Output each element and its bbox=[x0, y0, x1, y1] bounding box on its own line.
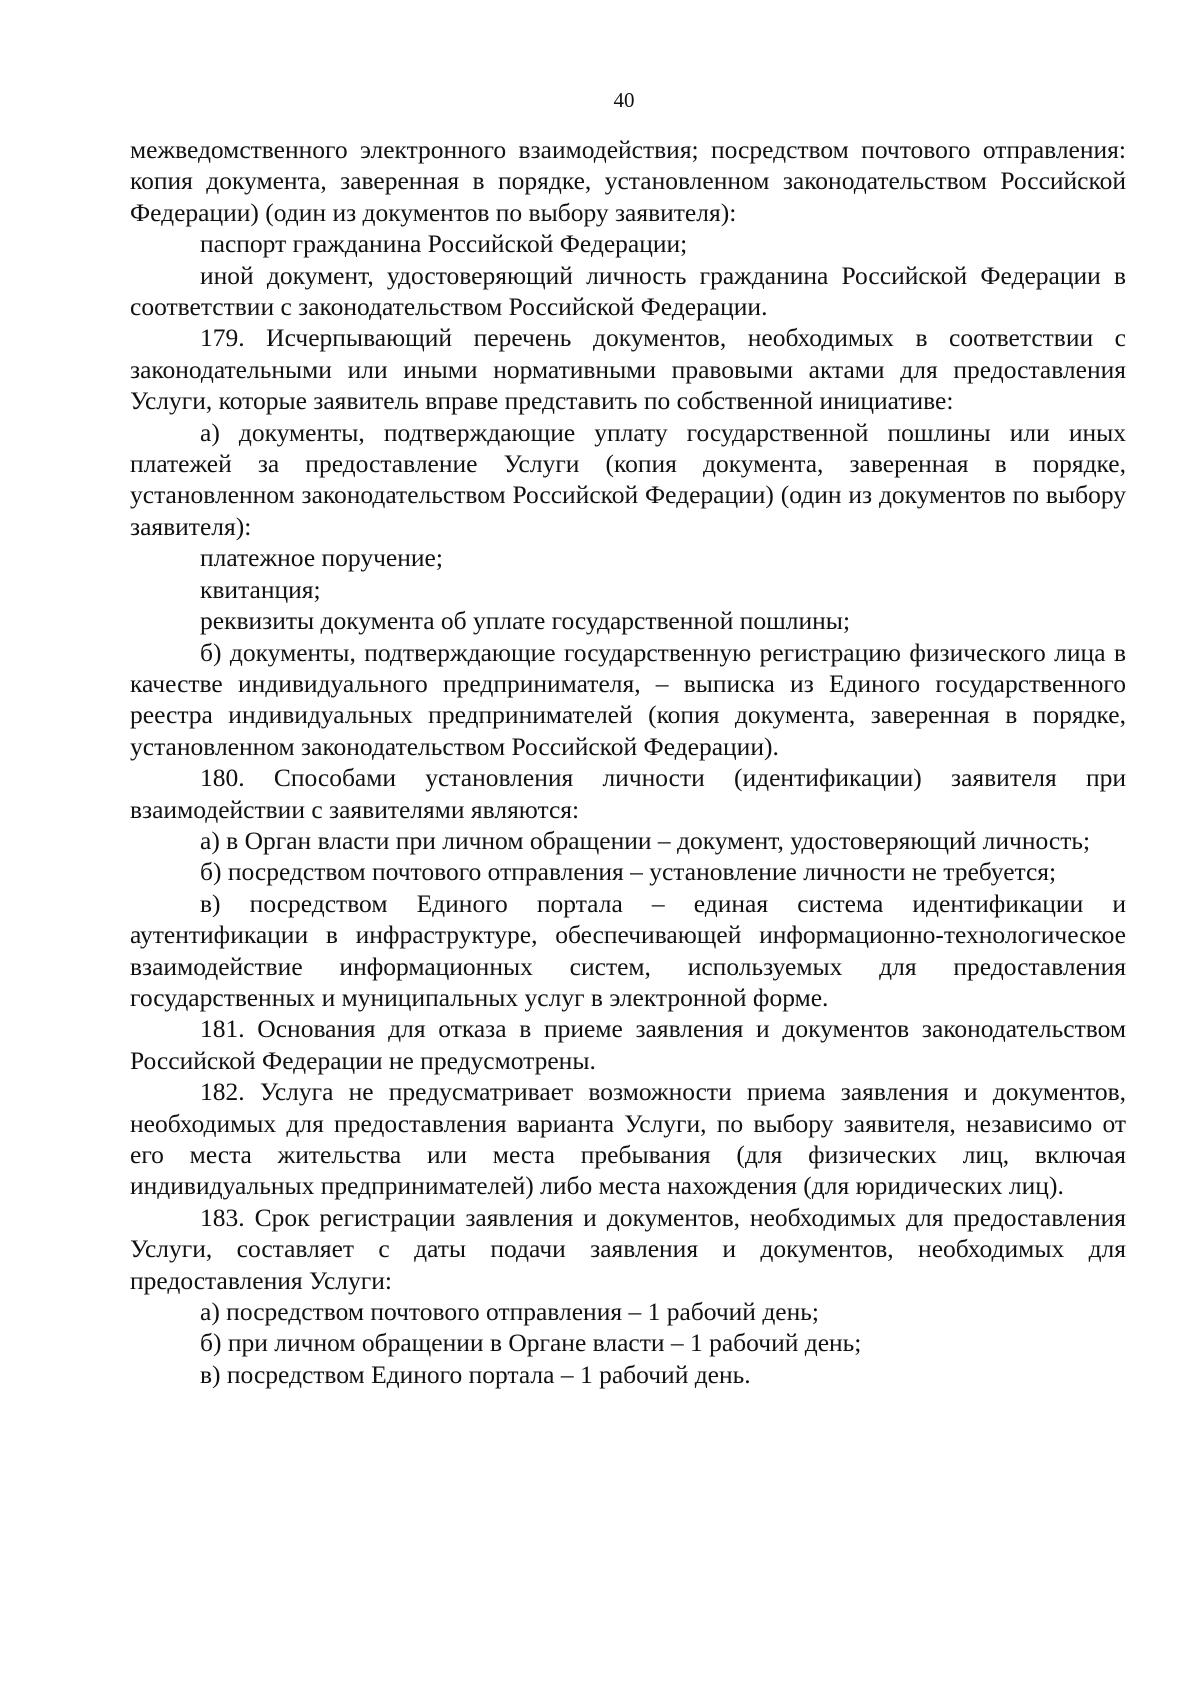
document-body bbox=[130, 134, 1126, 1390]
paragraph: в) посредством Единого портала – единая система идентификации и аутентификации в инфраструктуре, обеспечивающей информационно-технологическое взаимодействие информационных систем, используемых для предоставления государственных и муниципальных услуг в электронной форме. bbox=[130, 888, 1126, 1012]
paragraph: 180. Способами установления личности (идентификации) заявителя при взаимодействии с заявителями являются: bbox=[130, 763, 1126, 824]
paragraph: платежное поручение; bbox=[200, 543, 443, 573]
paragraph: 183. Срок регистрации заявления и документов, необходимых для предоставления Услуги, составляет с даты подачи заявления и документов, необходимых для предоставления Услуги: bbox=[130, 1202, 1126, 1295]
paragraph: иной документ, удостоверяющий личность гражданина Российской Федерации в соответствии с законодательством Российской Федерации. bbox=[130, 260, 1126, 322]
paragraph: 179. Исчерпывающий перечень документов, необходимых в соответствии с законодательными или иными нормативными правовыми актами для предоставления Услуги, которые заявитель вправе представить по собственной инициативе: bbox=[130, 323, 1126, 416]
paragraph: паспорт гражданина Российской Федерации; bbox=[200, 229, 688, 259]
paragraph: б) документы, подтверждающие государственную регистрацию физического лица в качестве индивидуального предпринимателя, – выписка из Единого государственного реестра индивидуальных предпринимателей (копия документа, заверенная в порядке, установленном законодательством Российской Федерации). bbox=[130, 637, 1126, 761]
paragraph: а) в Орган власти при личном обращении – документ, удостоверяющий личность; bbox=[200, 825, 1091, 855]
paragraph: б) при личном обращении в Органе власти – 1 рабочий день; bbox=[200, 1328, 862, 1358]
page-number: 40 bbox=[613, 88, 635, 112]
paragraph: квитанция; bbox=[200, 574, 321, 604]
paragraph: 181. Основания для отказа в приеме заявления и документов законодательством Российской Федерации не предусмотрены. bbox=[130, 1014, 1126, 1075]
paragraph: 182. Услуга не предусматривает возможности приема заявления и документов, необходимых для предоставления варианта Услуги, по выбору заявителя, независимо от его места жительства или места пребывания (для физических лиц, включая индивидуальных предпринимателей) либо места нахождения (для юридических лиц). bbox=[130, 1077, 1126, 1201]
paragraph: межведомственного электронного взаимодействия; посредством почтового отправления: копия документа, заверенная в порядке, установленном законодательством Российской Федерации) (один из документов по выбору заявителя): bbox=[130, 135, 1126, 227]
paragraph: реквизиты документа об уплате государственной пошлины; bbox=[200, 606, 851, 636]
paragraph: в) посредством Единого портала – 1 рабочий день. bbox=[200, 1359, 751, 1389]
paragraph: а) документы, подтверждающие уплату государственной пошлины или иных платежей за предоставление Услуги (копия документа, заверенная в порядке, установленном законодательством Российской Федерации) (один из документов по выбору заявителя): bbox=[130, 417, 1126, 541]
paragraph: а) посредством почтового отправления – 1 рабочий день; bbox=[200, 1297, 819, 1327]
paragraph: б) посредством почтового отправления – установление личности не требуется; bbox=[200, 857, 1057, 887]
